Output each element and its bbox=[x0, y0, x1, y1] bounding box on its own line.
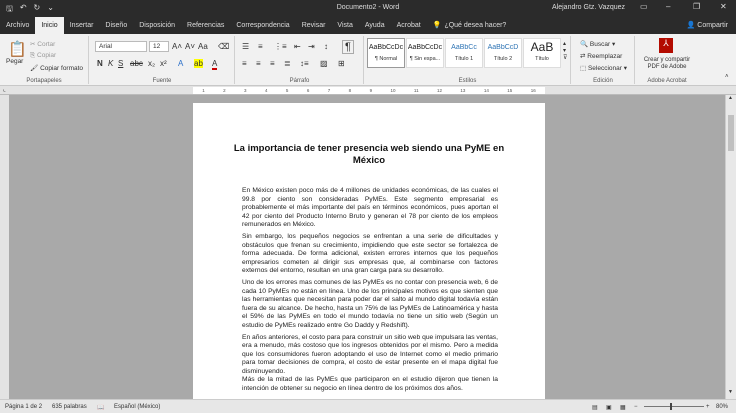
clear-format-icon[interactable]: ⌫ bbox=[218, 42, 230, 51]
font-label: Fuente bbox=[152, 78, 172, 84]
styles-scroll-icon[interactable]: ▴ ▾ ⊽ bbox=[563, 41, 568, 61]
replace-button[interactable]: ⇄ Reemplazar bbox=[580, 53, 623, 60]
multilevel-list-icon[interactable]: ⋮≡ bbox=[274, 42, 287, 51]
tab-ayuda[interactable]: Ayuda bbox=[364, 22, 385, 29]
font-group bbox=[90, 36, 235, 84]
style-normal[interactable]: AaBbCcDc ¶ Normal bbox=[367, 38, 405, 68]
zoom-in-icon[interactable]: + bbox=[706, 404, 710, 410]
shrink-font-icon[interactable]: A˅ bbox=[185, 42, 196, 51]
save-icon[interactable]: 🖫 bbox=[6, 4, 13, 13]
editing-group bbox=[572, 36, 635, 84]
language[interactable]: Español (México) bbox=[114, 404, 161, 410]
paragraph-group bbox=[236, 36, 364, 84]
tab-acrobat[interactable]: Acrobat bbox=[396, 22, 421, 29]
tab-revisar[interactable]: Revisar bbox=[301, 22, 326, 29]
lightbulb-icon: 💡 bbox=[432, 22, 442, 29]
style-heading-2[interactable]: AaBbCcD Título 2 bbox=[484, 38, 522, 68]
document-canvas bbox=[9, 95, 725, 399]
pdf-icon[interactable]: ⅄ bbox=[659, 38, 673, 53]
show-formatting-icon[interactable]: ¶ bbox=[342, 40, 354, 54]
font-size-box[interactable]: 12 bbox=[149, 41, 169, 52]
cut-button[interactable]: ✂ Cortar bbox=[30, 41, 56, 48]
grow-font-icon[interactable]: A˄ bbox=[172, 42, 183, 51]
document-page[interactable] bbox=[193, 103, 545, 399]
tab-vista[interactable]: Vista bbox=[337, 22, 353, 29]
scroll-thumb[interactable] bbox=[728, 115, 734, 151]
align-right-icon[interactable]: ≡ bbox=[270, 59, 275, 68]
user-name[interactable]: Alejandro Gtz. Vazquez bbox=[552, 4, 626, 11]
numbering-icon[interactable]: ≡ bbox=[258, 42, 263, 51]
format-painter-button[interactable]: 🖌 Copiar formato bbox=[30, 65, 84, 72]
font-color-icon[interactable]: A bbox=[212, 59, 218, 68]
decrease-indent-icon[interactable]: ⇤ bbox=[294, 42, 301, 51]
scroll-down-icon[interactable]: ▼ bbox=[728, 389, 733, 395]
paragraph[interactable]: Más de la mitad de las PyMEs que participaron en el estudio dijeron que tienen la intención de obtener su negocio en línea dentro de los próximos dos años. bbox=[242, 376, 498, 393]
acrobat-group bbox=[636, 36, 698, 84]
title-bar bbox=[0, 0, 736, 17]
ribbon-tabs bbox=[0, 17, 736, 34]
tab-referencias[interactable]: Referencias bbox=[187, 22, 225, 29]
text-effects-icon[interactable]: A bbox=[178, 59, 184, 68]
proofing-icon[interactable]: 📖 bbox=[97, 405, 105, 411]
minimize-icon[interactable]: – bbox=[666, 2, 671, 11]
undo-icon[interactable]: ↶ bbox=[19, 3, 27, 12]
create-pdf-button[interactable]: Crear y compartir PDF de Adobe bbox=[643, 57, 691, 70]
copy-button[interactable]: ⎘ Copiar bbox=[30, 52, 57, 59]
bullets-icon[interactable]: ☰ bbox=[242, 42, 250, 51]
document-title[interactable]: La importancia de tener presencia web siendo una PyME en México bbox=[233, 143, 505, 166]
tab-inicio[interactable]: Inicio bbox=[35, 17, 63, 34]
paragraph-label: Párrafo bbox=[289, 78, 310, 84]
ribbon-options-icon[interactable]: ▭ bbox=[640, 2, 648, 11]
change-case-icon[interactable]: Aa bbox=[198, 42, 208, 51]
clipboard-group bbox=[0, 36, 89, 84]
restore-icon[interactable]: ❐ bbox=[693, 2, 701, 11]
italic-icon[interactable]: K bbox=[108, 59, 114, 68]
superscript-icon[interactable]: x² bbox=[160, 59, 167, 68]
underline-icon[interactable]: S bbox=[118, 59, 124, 68]
line-spacing-icon[interactable]: ↕≡ bbox=[300, 59, 309, 68]
align-left-icon[interactable]: ≡ bbox=[242, 59, 247, 68]
customize-qat-icon[interactable]: ⌄ bbox=[47, 3, 54, 12]
status-bar bbox=[0, 399, 736, 413]
read-mode-icon[interactable]: ▤ bbox=[592, 405, 598, 411]
sort-icon[interactable]: ↕ bbox=[324, 42, 328, 51]
styles-label: Estilos bbox=[458, 78, 477, 84]
style-no-spacing[interactable]: AaBbCcDc ¶ Sin espa... bbox=[406, 38, 444, 68]
paste-icon[interactable]: 📋 bbox=[8, 41, 27, 58]
print-layout-icon[interactable]: ▣ bbox=[606, 405, 612, 411]
tab-insertar[interactable]: Insertar bbox=[69, 22, 94, 29]
zoom-slider-thumb[interactable] bbox=[670, 403, 672, 410]
page-count[interactable]: Página 1 de 2 bbox=[5, 404, 43, 410]
bold-icon[interactable]: N bbox=[97, 59, 103, 68]
share-button[interactable]: 👤 Compartir bbox=[686, 22, 728, 29]
align-center-icon[interactable]: ≡ bbox=[256, 59, 261, 68]
find-button[interactable]: 🔍 Buscar ▾ bbox=[580, 41, 616, 48]
subscript-icon[interactable]: x₂ bbox=[148, 59, 156, 68]
ruler-scale: 1 2 3 4 5 6 7 8 9 10 11 12 13 14 15 16 bbox=[193, 87, 545, 94]
style-title[interactable]: AaB Título bbox=[523, 38, 561, 68]
ribbon bbox=[0, 34, 736, 86]
editing-label: Edición bbox=[593, 78, 613, 84]
acrobat-label: Adobe Acrobat bbox=[647, 78, 687, 84]
web-layout-icon[interactable]: ▦ bbox=[620, 405, 626, 411]
document-body[interactable] bbox=[242, 187, 498, 397]
strikethrough-icon[interactable]: abc bbox=[130, 59, 143, 68]
tab-correspondencia[interactable]: Correspondencia bbox=[236, 22, 290, 29]
paragraph[interactable]: En años anteriores, el costo para para construir un sitio web que impulsara las ventas, era a menudo, más costoso que los ingresos obtenidos por el mismo. Pero a medida que los consumidores fueron adoptando el uso de Internet como el medio primario para tomar decisiones de compra, el costo de estar presente en el mapa digital fue disminuyendo. bbox=[242, 333, 498, 375]
paragraph[interactable]: Uno de los errores mas comunes de las PyMEs es no contar con presencia web, 6 de cada 10 PyMEs no están en línea. Uno de los principales motivos es que sienten que las herramientas que necesitan para poder dar el salto al mundo digital todavía están fuera de su alcance. De hecho, hasta un 75% de las PyMEs de Latinoamérica y hasta el 59% de las PyMEs en todo el mundo todavía no tiene un sitio web (Según un estudio de PyMEs realizado entre Go Daddy y Redshift). bbox=[242, 278, 498, 329]
tab-archivo[interactable]: Archivo bbox=[6, 22, 30, 29]
scroll-up-icon[interactable]: ▲ bbox=[728, 95, 733, 101]
select-button[interactable]: ⬚ Seleccionar ▾ bbox=[580, 65, 627, 72]
highlight-icon[interactable]: ab bbox=[194, 59, 203, 68]
clipboard-label: Portapapeles bbox=[26, 78, 62, 84]
paste-button[interactable]: Pegar bbox=[6, 58, 24, 65]
paragraph[interactable]: En México existen poco más de 4 millones de unidades económicas, de las cuales el 99.8 por ciento son consideradas PyMEs. Este segmento empresarial es probablemente el más importante del país en términos económicos, pues aportan el 42 por ciento del Producto Interno Bruto y generan el 78 por ciento de los empleos remunerados en México. bbox=[242, 187, 498, 229]
zoom-slider[interactable] bbox=[644, 406, 704, 407]
justify-icon[interactable]: ≣ bbox=[284, 59, 291, 68]
person-icon: 👤 bbox=[686, 22, 698, 29]
font-name-box[interactable]: Arial bbox=[95, 41, 147, 52]
tab-selector-icon[interactable]: ⌞ bbox=[3, 87, 6, 93]
styles-group bbox=[365, 36, 571, 84]
word-count[interactable]: 635 palabras bbox=[52, 404, 87, 410]
vertical-ruler[interactable] bbox=[0, 95, 9, 399]
window-title: Documento2 - Word bbox=[336, 4, 400, 11]
increase-indent-icon[interactable]: ⇥ bbox=[308, 42, 315, 51]
style-heading-1[interactable]: AaBbCc Título 1 bbox=[445, 38, 483, 68]
tell-me-box[interactable]: 💡 ¿Qué desea hacer? bbox=[427, 17, 513, 34]
horizontal-ruler[interactable] bbox=[0, 86, 736, 95]
tab-diseno[interactable]: Diseño bbox=[105, 22, 128, 29]
zoom-level[interactable]: 80% bbox=[716, 404, 729, 410]
vertical-scrollbar[interactable] bbox=[725, 95, 736, 399]
paragraph[interactable]: Sin embargo, los pequeños negocios se enfrentan a una serie de dificultades y obstáculos que frenan su crecimiento, impidiendo que este sector se fortalezca de forma adecuada. De forma adicional, existen errores internos que los pequeños empresarios cometen al dirigir sus empresas que, al combinarse con factores externos del entorno, resultan en una gran carga para su desarrollo. bbox=[242, 232, 498, 275]
redo-icon[interactable]: ↻ bbox=[33, 3, 41, 12]
tab-disposicion[interactable]: Disposición bbox=[139, 22, 176, 29]
borders-icon[interactable]: ⊞ bbox=[338, 59, 345, 68]
shading-icon[interactable]: ▨ bbox=[320, 59, 328, 68]
zoom-out-icon[interactable]: − bbox=[634, 404, 638, 410]
close-icon[interactable]: ✕ bbox=[720, 2, 727, 11]
collapse-ribbon-icon[interactable]: ˄ bbox=[725, 74, 729, 80]
